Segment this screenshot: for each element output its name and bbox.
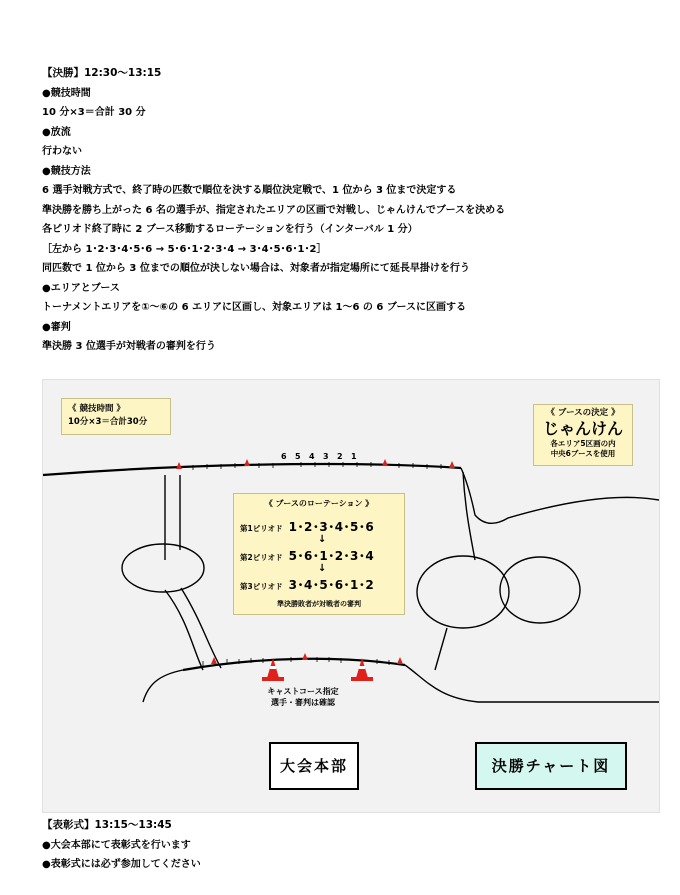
release-value: 行わない xyxy=(42,146,82,157)
booth-sequence: 3･4･5･6･1･2 xyxy=(288,578,375,592)
section-referee: ●審判 xyxy=(42,321,71,333)
method-line-1: 6 選手対戦方式で、終了時の匹数で順位を決する順位決定戦で、1 位から 3 位まで決定する xyxy=(42,185,457,196)
janken-label: じゃんけん xyxy=(542,419,623,438)
booth-decision-line-2: 中央6ブースを使用 xyxy=(550,449,616,458)
section-method: ●競技方法 xyxy=(42,165,91,177)
ceremony-text xyxy=(42,816,201,875)
ceremony-line-1: ●大会本部にて表彰式を行います xyxy=(42,839,191,851)
booth-number-6: 6 xyxy=(281,452,287,461)
section-area: ●エリアとブース xyxy=(42,282,120,294)
period-label: 第2ピリオド xyxy=(240,553,283,562)
rotation-title: 《 ブースのローテーション 》 xyxy=(264,499,374,508)
period-label: 第3ピリオド xyxy=(240,582,283,591)
duration-title: 《 競技時間 》 xyxy=(68,404,125,414)
method-line-4: ［左から 1･2･3･4･5･6 → 5･6･1･2･3･4 → 3･4･5･6･1･2］ xyxy=(42,243,327,255)
booth-number-2: 2 xyxy=(337,452,343,461)
headquarters-label: 大会本部 xyxy=(269,742,359,790)
ceremony-line-2: ●表彰式には必ず参加してください xyxy=(42,859,201,870)
rotation-row-1 xyxy=(240,518,374,535)
section-time: ●競技時間 xyxy=(42,87,91,99)
cast-course-line-2: 選手・審判は確認 xyxy=(271,698,335,707)
down-arrow-icon: ↓ xyxy=(318,534,327,545)
referee-line: 準決勝 3 位選手が対戦者の審判を行う xyxy=(42,341,216,352)
rotation-row-3 xyxy=(240,576,374,593)
time-value: 10 分×3＝合計 30 分 xyxy=(42,107,146,118)
booth-number-5: 5 xyxy=(295,452,301,461)
booth-decision-line-1: 各エリア5区画の内 xyxy=(550,439,616,448)
method-line-5: 同匹数で 1 位から 3 位までの順位が決しない場合は、対象者が指定場所にて延長早掛けを行う xyxy=(42,263,470,274)
method-line-2: 準決勝を勝ち上がった 6 名の選手が、指定されたエリアの区画で対戦し、じゃんけんでブースを決める xyxy=(42,204,506,216)
venue-map xyxy=(42,379,660,813)
booth-decision-title: 《 ブースの決定 》 xyxy=(546,408,620,418)
rotation-note xyxy=(233,493,405,615)
section-release: ●放流 xyxy=(42,126,71,138)
area-line: トーナメントエリアを①～⑥の 6 エリアに区画し、対象エリアは 1～6 の 6 ブースに区画する xyxy=(42,302,467,313)
booth-decision-note xyxy=(533,404,633,466)
down-arrow-icon: ↓ xyxy=(318,563,327,574)
booth-number-4: 4 xyxy=(309,452,315,461)
cone-icon xyxy=(262,658,284,681)
rotation-row-2 xyxy=(240,547,374,564)
final-chart-title: 決勝チャート図 xyxy=(475,742,627,790)
cast-course-label xyxy=(243,686,363,708)
duration-text: 10分×3＝合計30分 xyxy=(68,417,148,427)
booth-number-3: 3 xyxy=(323,452,329,461)
final-heading: 【決勝】12:30～13:15 xyxy=(42,67,162,79)
ceremony-heading: 【表彰式】13:15～13:45 xyxy=(42,819,172,831)
cast-course-line-1: キャストコース指定 xyxy=(267,687,339,696)
booth-number-1: 1 xyxy=(351,452,357,461)
period-label: 第1ピリオド xyxy=(240,524,283,533)
duration-note xyxy=(61,398,171,435)
rules-text xyxy=(42,64,662,357)
method-line-3: 各ピリオド終了時に 2 ブース移動するローテーションを行う（インターバル 1 分） xyxy=(42,224,418,235)
booth-sequence: 1･2･3･4･5･6 xyxy=(288,520,375,534)
rotation-note-text: 準決勝敗者が対戦者の審判 xyxy=(277,600,361,608)
booth-sequence: 5･6･1･2･3･4 xyxy=(288,549,375,563)
